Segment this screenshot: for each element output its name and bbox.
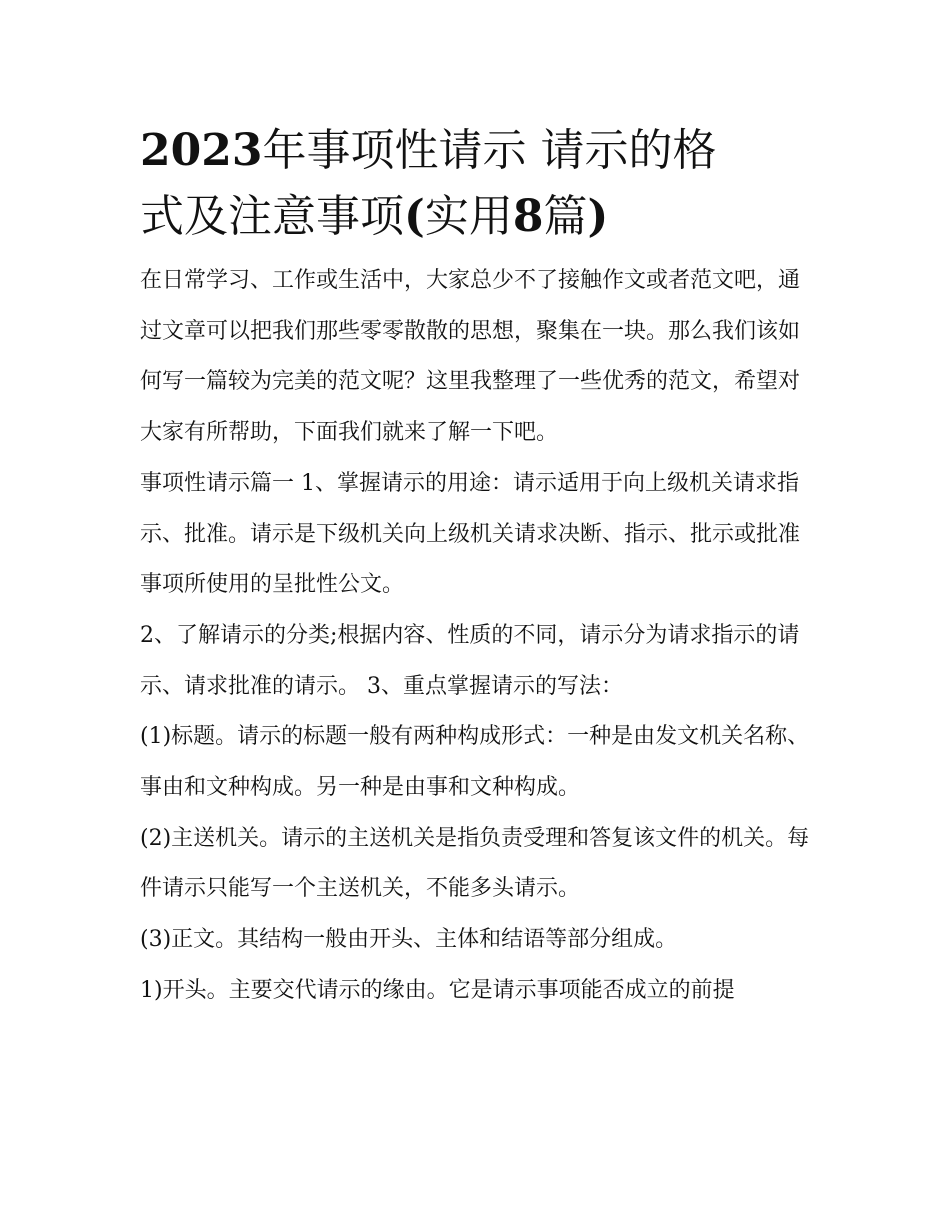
intro-paragraph: 在日常学习、工作或生活中，大家总少不了接触作文或者范文吧，通过文章可以把我们那些零零散散的思想，聚集在一块。那么我们该如何写一篇较为完美的范文呢？这里我整理了一些优秀的范文，希望对大家有所帮助，下面我们就来了解一下吧。: [140, 268, 801, 446]
body-paragraph-3: (1)标题。请示的标题一般有两种构成形式：一种是由发文机关名称、事由和文种构成。另一种是由事和文种构成。: [140, 724, 810, 801]
document-title: [140, 118, 820, 250]
body-paragraph-4: (2)主送机关。请示的主送机关是指负责受理和答复该文件的机关。每件请示只能写一个主送机关，不能多头请示。: [140, 825, 810, 902]
title-line-1: 2023年事项性请示 请示的格: [140, 125, 717, 176]
document-page: [140, 118, 820, 1017]
body-paragraph-2: 2、了解请示的分类;根据内容、性质的不同，请示分为请求指示的请示、请求批准的请示。 3、重点掌握请示的写法：: [140, 622, 800, 699]
body-paragraph-6: 1)开头。主要交代请示的缘由。它是请示事项能否成立的前提: [140, 977, 735, 1003]
body-paragraph-1: 事项性请示篇一 1、掌握请示的用途：请示适用于向上级机关请求指示、批准。请示是下级机关向上级机关请求决断、指示、批示或批准事项所使用的呈批性公文。: [140, 470, 801, 598]
title-line-2: 式及注意事项(实用8篇): [140, 191, 609, 242]
body-paragraph-5: (3)正文。其结构一般由开头、主体和结语等部分组成。: [140, 927, 678, 953]
